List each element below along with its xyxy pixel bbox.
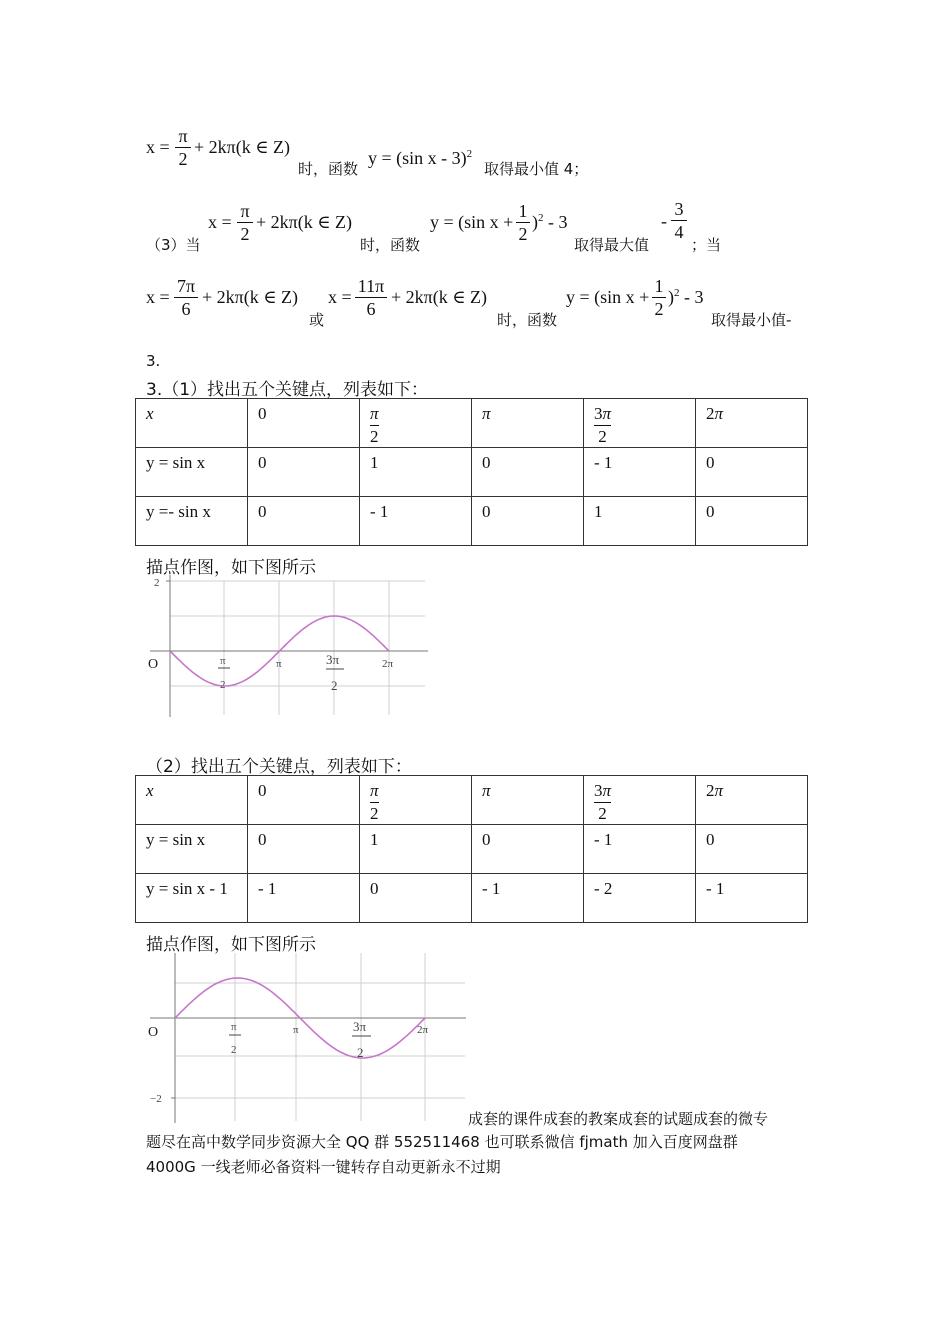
table-cell: - 2 [584, 874, 696, 923]
func-expression-b: )$^2$ - 3 [532, 212, 568, 232]
header-0: 0 [248, 399, 360, 448]
row-label-neg-sinx: y =- sin x [136, 497, 248, 546]
table-cell: 0 [472, 497, 584, 546]
eq-x-rest: + 2kπ(k ∈ Z) [194, 137, 291, 157]
svg-text:2: 2 [357, 1045, 364, 1060]
eq1-x-lhs: x = [146, 287, 170, 307]
table-cell: - 1 [248, 874, 360, 923]
footer-line-1: 成套的课件成套的教案成套的试题成套的微专 [468, 1110, 769, 1128]
key-points-table-1 [135, 398, 808, 546]
table-cell: 1 [360, 448, 472, 497]
eq2-x-rest: + 2kπ(k ∈ Z) [391, 287, 488, 307]
section1-caption: 描点作图，如下图所示 [146, 558, 316, 578]
table-cell: 0 [696, 448, 808, 497]
table-cell: - 1 [472, 874, 584, 923]
table-cell: - 1 [584, 448, 696, 497]
eq-x-lhs: x = [146, 137, 170, 157]
text-shi-hanshu: 时，函数 [360, 236, 421, 254]
result-min: 取得最小值- [711, 311, 792, 329]
table-cell: 0 [248, 448, 360, 497]
row-label-sinx: y = sin x [136, 448, 248, 497]
footer-line-3: 4000G 一线老师必备资料一键转存自动更新永不过期 [146, 1158, 501, 1176]
header-3pi-half: $\frac{3\pi}{2}$ [584, 776, 696, 825]
eq-x-rest: + 2kπ(k ∈ Z) [256, 212, 353, 232]
table-cell: - 1 [696, 874, 808, 923]
x-tick-3pi-half: 3π [353, 1019, 367, 1034]
frac-half: 1 2 [652, 276, 666, 319]
func-expression-a: y = (sin x + [430, 212, 514, 232]
table-cell: 0 [360, 874, 472, 923]
table-cell: 1 [360, 825, 472, 874]
x-tick-pi-half: π [220, 655, 226, 667]
table-cell: 0 [248, 497, 360, 546]
header-2pi: 2π [696, 399, 808, 448]
func-expression-a: y = (sin x + [566, 287, 650, 307]
row-label-sinx-minus-1: y = sin x - 1 [136, 874, 248, 923]
table-cell: - 1 [360, 497, 472, 546]
text-shi-hanshu: 时，函数 [497, 311, 558, 329]
x-tick-3pi-half: 3π [326, 652, 340, 667]
header-x: x [136, 776, 248, 825]
footer-line-2: 题尽在高中数学同步资源大全 QQ 群 552511468 也可联系微信 fjmath 加入百度网盘群 [146, 1133, 738, 1151]
func-expression: y = (sin x - 3)$^2$ [368, 148, 473, 168]
origin-label: O [148, 1025, 159, 1040]
value-sign: - [661, 211, 667, 231]
header-pi: π [472, 399, 584, 448]
frac-pi-over-2: π 2 [175, 126, 191, 169]
y-tick-label: 2 [154, 577, 160, 589]
frac-three-quarters: 3 4 [671, 199, 687, 242]
eq-x-lhs: x = [208, 212, 232, 232]
x-tick-pi: π [276, 658, 282, 670]
y-tick-label: −2 [150, 1093, 162, 1105]
svg-text:2: 2 [331, 678, 338, 693]
frac-pi-over-2: π 2 [237, 201, 253, 244]
text-dang: ；当 [691, 236, 722, 254]
text-or: 或 [309, 311, 325, 329]
table-cell: 0 [696, 825, 808, 874]
result-min-4: 取得最小值 4； [484, 160, 589, 178]
text-case-3: （3）当 [146, 236, 201, 254]
header-pi: π [472, 776, 584, 825]
result-min-cont: 3. [146, 352, 161, 370]
origin-label: O [148, 657, 159, 672]
table-cell: 1 [584, 497, 696, 546]
section1-heading: 3.（1）找出五个关键点，列表如下： [146, 380, 429, 400]
table-cell: 0 [472, 825, 584, 874]
header-0: 0 [248, 776, 360, 825]
x-tick-2pi: 2π [382, 658, 394, 670]
header-x: x [136, 399, 248, 448]
key-points-table-2 [135, 775, 808, 923]
header-pi-half: $\frac{\pi}{2}$ [360, 399, 472, 448]
frac-7pi-over-6: 7π 6 [174, 276, 198, 319]
header-pi-half: $\frac{\pi}{2}$ [360, 776, 472, 825]
table-cell: 0 [472, 448, 584, 497]
row-label-sinx: y = sin x [136, 825, 248, 874]
table-cell: 0 [696, 497, 808, 546]
table-cell: 0 [248, 825, 360, 874]
x-tick-pi: π [293, 1024, 299, 1036]
table-cell: - 1 [584, 825, 696, 874]
graph-sinx-minus-1 [140, 953, 470, 1125]
eq1-x-rest: + 2kπ(k ∈ Z) [202, 287, 299, 307]
header-3pi-half: $\frac{3\pi}{2}$ [584, 399, 696, 448]
header-2pi: 2π [696, 776, 808, 825]
func-expression-b: )$^2$ - 3 [668, 287, 704, 307]
frac-11pi-over-6: 11π 6 [355, 276, 387, 319]
section2-heading: （2）找出五个关键点，列表如下： [146, 757, 412, 777]
svg-text:2: 2 [231, 1044, 237, 1056]
section2-caption: 描点作图，如下图所示 [146, 935, 316, 955]
svg-text:2: 2 [220, 679, 226, 691]
text-shi-hanshu: 时，函数 [298, 160, 359, 178]
x-tick-pi-half: π [231, 1021, 237, 1033]
graph-neg-sinx [140, 575, 430, 720]
frac-half: 1 2 [516, 201, 530, 244]
result-max: 取得最大值 [574, 236, 650, 254]
x-tick-2pi: 2π [417, 1024, 429, 1036]
eq2-x-lhs: x = [328, 287, 352, 307]
